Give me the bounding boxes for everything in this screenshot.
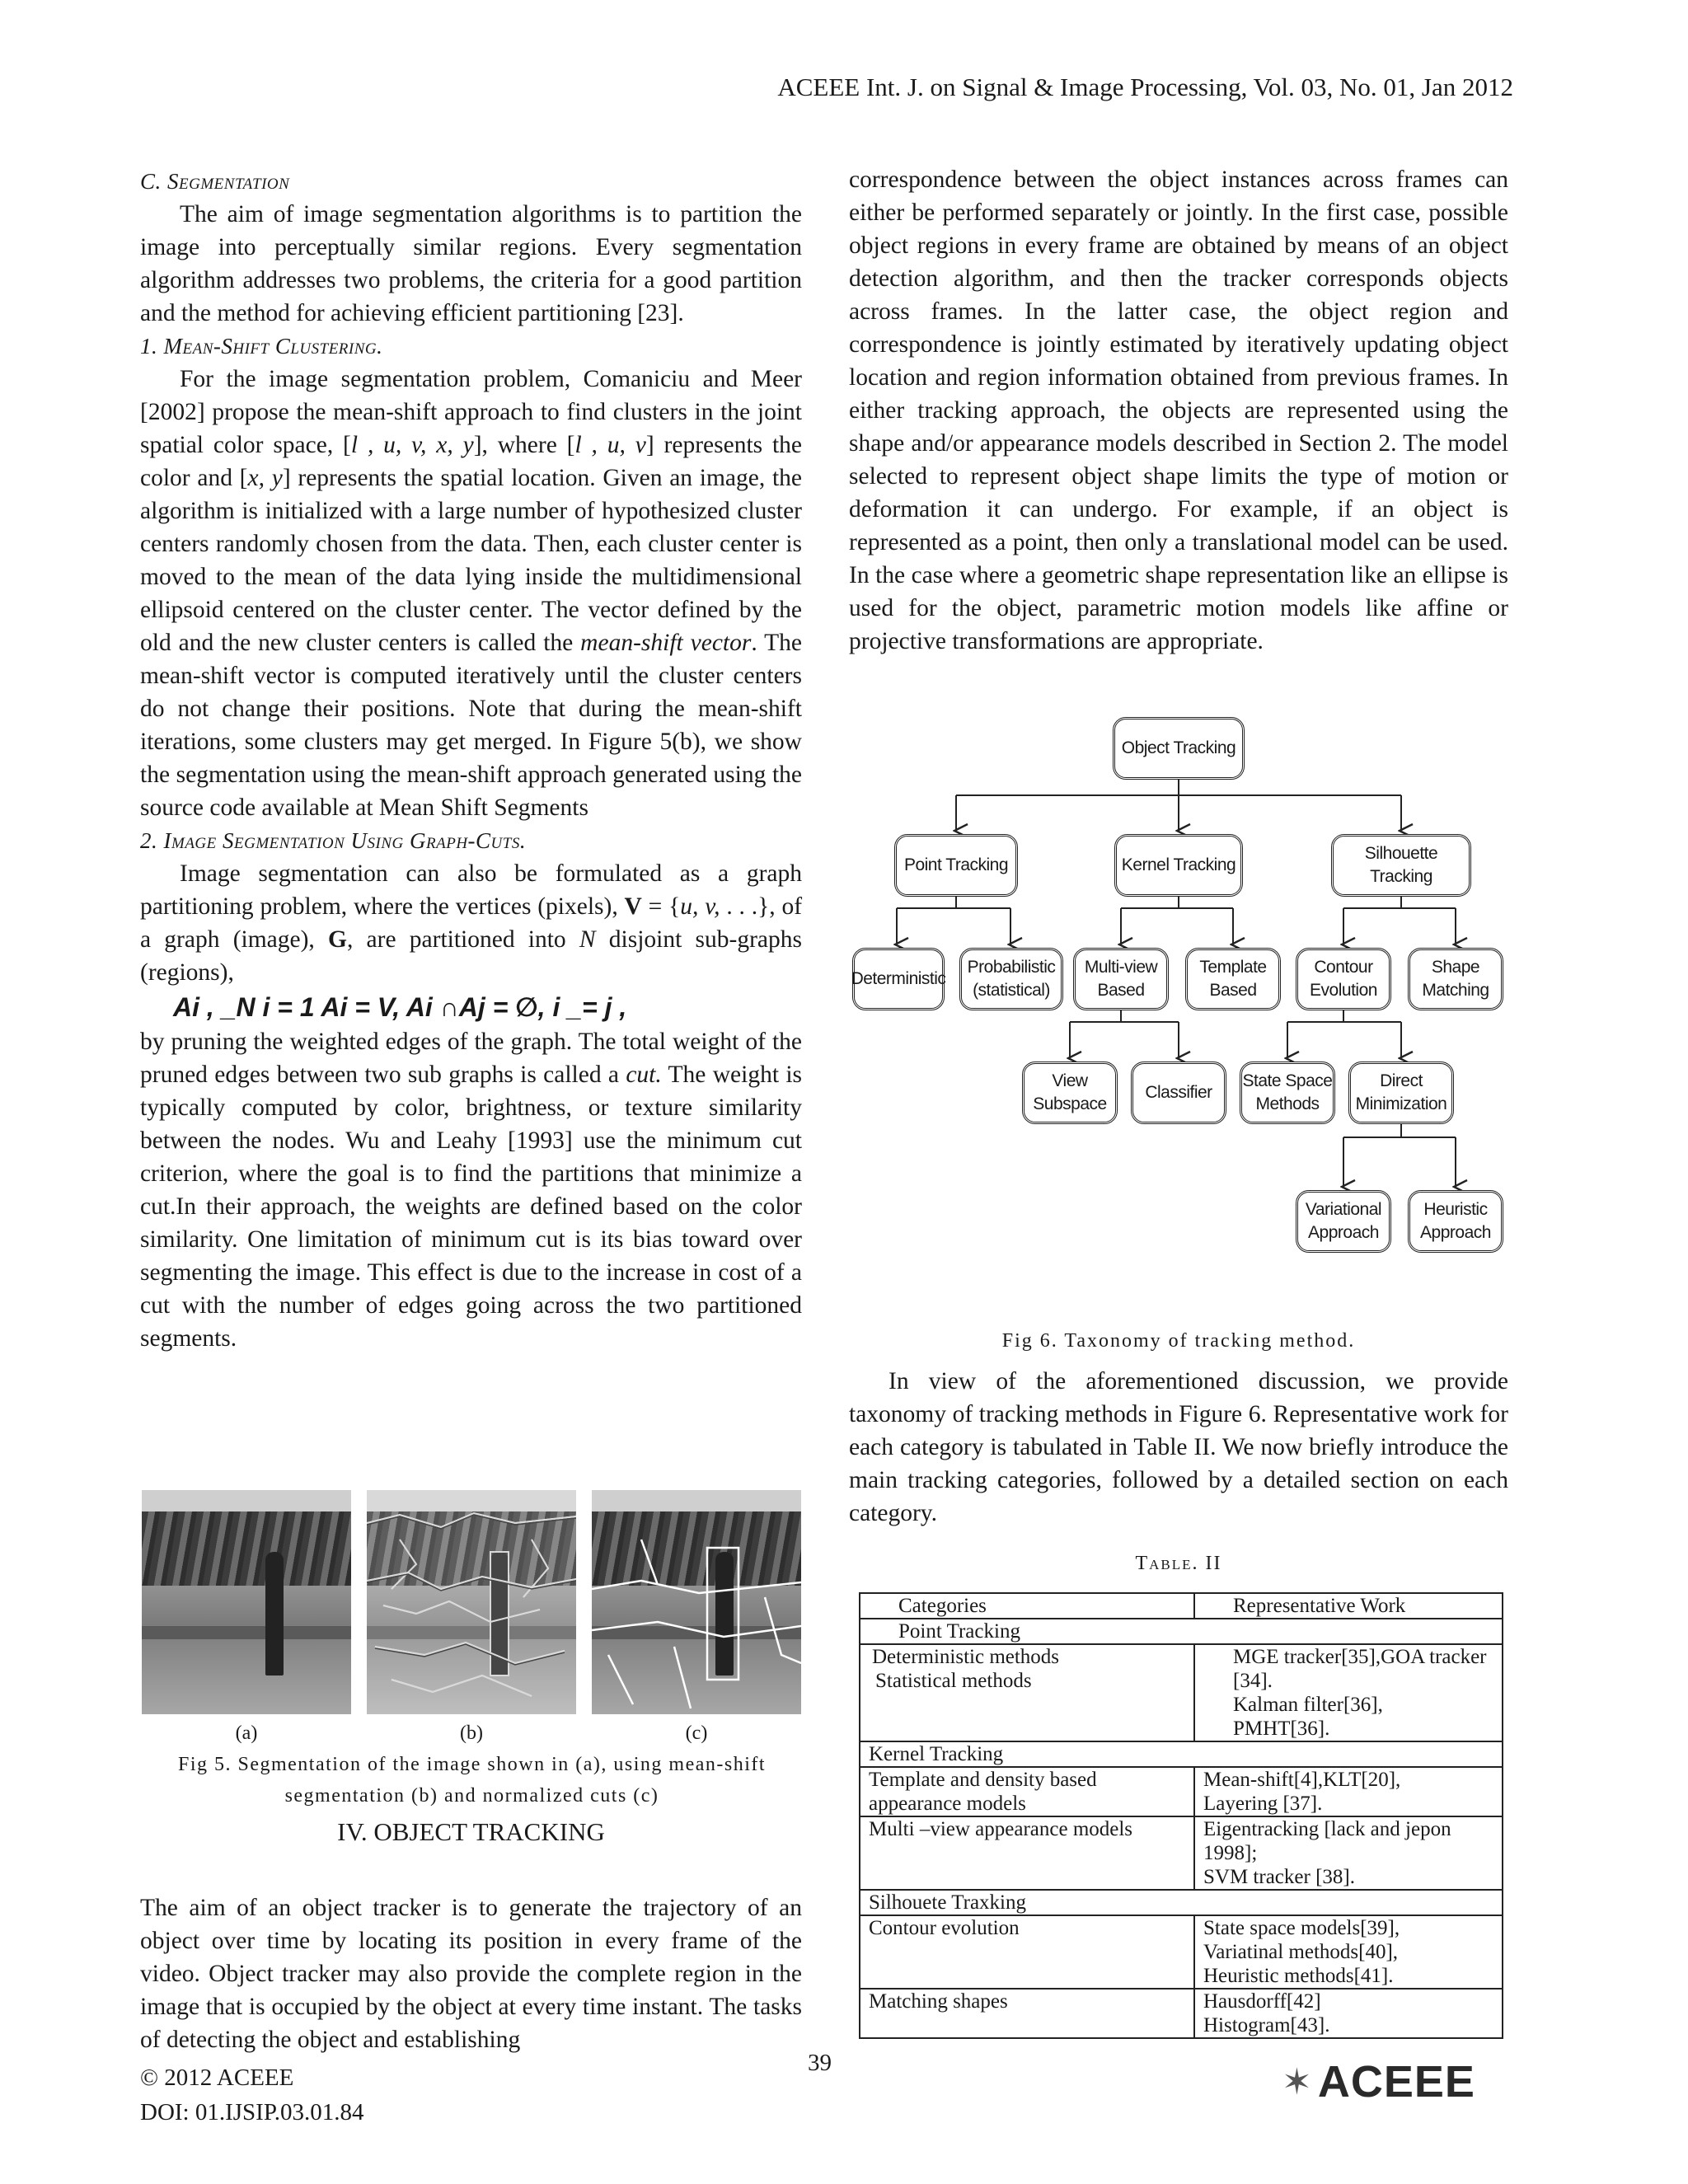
- table-cell-work: State space models[39], Variatinal methods[40], Heuristic methods[41].: [1194, 1915, 1503, 1989]
- table-row: [860, 1644, 1503, 1741]
- subsection-1-title: Mean-Shift Clustering.: [163, 334, 383, 359]
- segmentation-paragraph: The aim of image segmentation algorithms is to partition the image into perceptually similar regions. Every segmentation algorithm addresses two problems, the criteria for a good partition and the method for achieving efficient partitioning [23].: [140, 201, 802, 326]
- table-cell-work: Hausdorff[42] Histogram[43].: [1194, 1989, 1503, 2038]
- subsection-1-heading: [140, 330, 802, 363]
- node-probabilistic: Probabilistic (statistical): [959, 948, 1063, 1010]
- table-2-title: Table. II: [1135, 1553, 1222, 1574]
- node-variational-approach: Variational Approach: [1296, 1190, 1391, 1253]
- node-view-subspace: View Subspace: [1022, 1062, 1118, 1124]
- section-c-heading: [140, 165, 802, 198]
- mean-shift-paragraph: For the image segmentation problem, Comaniciu and Meer [2002] propose the mean-shift approach to find clusters in the joint spatial color space, [l , u, v, x, y], where [l , u, v] represents the color and [x, y] represents the spatial location. Given an image, the algorithm is initialized with a large number of hypothesized cluster centers randomly chosen from the data. Then, each cluster center is moved to the mean of the data lying inside the multidimensional ellipsoid centered on the cluster center. The vector defined by the old and the new cluster centers is called the mean-shift vector. The mean-shift vector is computed iteratively until the cluster centers do not change their positions. Note that during the mean-shift iterations, some clusters may get merged. In Figure 5(b), we show the segmentation using the mean-shift approach generated using the source code available at Mean Shift Segments: [140, 366, 803, 821]
- page-number: 39: [808, 2050, 832, 2076]
- node-contour-evolution: Contour Evolution: [1296, 948, 1391, 1010]
- node-deterministic: Deterministic: [852, 948, 945, 1010]
- table-cell-category: Multi –view appearance models: [860, 1816, 1194, 1890]
- node-kernel-tracking: Kernel Tracking: [1114, 834, 1243, 897]
- node-heuristic-approach: Heuristic Approach: [1408, 1190, 1503, 1253]
- figure-5: [142, 1490, 801, 1744]
- figure-5b-mean-shift-image: [367, 1490, 576, 1714]
- node-classifier: Classifier: [1131, 1062, 1226, 1124]
- table-group-kernel-tracking: Kernel Tracking: [860, 1741, 1503, 1767]
- table-row: [860, 1989, 1503, 2038]
- figure-5-caption: Fig 5. Segmentation of the image shown in (a), using mean-shift segmentation (b) and normalized cuts (c): [177, 1754, 767, 1807]
- subsection-2-number: 2.: [140, 828, 158, 853]
- node-silhouette-tracking: Silhouette Tracking: [1331, 834, 1471, 897]
- right-column: [849, 163, 1508, 658]
- table-cell-work: MGE tracker[35],GOA tracker [34]. Kalman filter[36], PMHT[36].: [1194, 1644, 1503, 1741]
- node-object-tracking: Object Tracking: [1113, 717, 1245, 780]
- graph-cuts-continued-paragraph: by pruning the weighted edges of the graph. The total weight of the pruned edges between two sub graphs is called a cut. The weight is typically computed by color, brightness, or texture similarity between the nodes. Wu and Leahy [1993] use the minimum cut criterion, where the goal is to find the partitions that minimize a cut.In their approach, the weights are defined based on the color similarity. One limitation of minimum cut is its bias toward over segmenting the image. This effect is due to the increase in cost of a cut with the number of edges going across the two partitioned segments.: [140, 1029, 803, 1352]
- table-cell-work: Mean-shift[4],KLT[20], Layering [37].: [1194, 1767, 1503, 1816]
- correspondence-paragraph: correspondence between the object instances across frames can either be performed separately or jointly. In the first case, possible object regions in every frame are obtained by means of an object detection algorithm, and then the tracker corresponds objects across frames. In the latter case, the object region and correspondence is jointly estimated by iteratively updating object location and region information obtained from previous frames. In either tracking approach, the objects are represented using the shape and/or appearance models described in Section 2. The model selected to represent object shape limits the type of motion or deformation it can undergo. For example, if an object is represented as a point, then only a translational model can be used. In the case where a geometric shape representation like an ellipse is used for the object, parametric motion models like affine or projective transformations are appropriate.: [849, 166, 1508, 654]
- table-cell-category: Template and density based appearance models: [860, 1767, 1194, 1816]
- object-tracking-paragraph: [140, 1891, 802, 2056]
- footer-left: [140, 2060, 364, 2130]
- section-c-number: C.: [140, 169, 162, 194]
- table-cell-category: Deterministic methods Statistical methods: [860, 1644, 1194, 1741]
- node-point-tracking: Point Tracking: [894, 834, 1018, 897]
- table-header-categories: Categories: [860, 1593, 1194, 1619]
- table-cell-work: Eigentracking [lack and jepon 1998]; SVM tracker [38].: [1194, 1816, 1503, 1890]
- figure-6-caption: Fig 6. Taxonomy of tracking method.: [1001, 1330, 1356, 1352]
- running-head: ACEEE Int. J. on Signal & Image Processing, Vol. 03, No. 01, Jan 2012: [777, 73, 1513, 101]
- figure-5c-label: (c): [685, 1722, 708, 1744]
- node-shape-matching: Shape Matching: [1408, 948, 1503, 1010]
- footer-doi: DOI: 01.IJSIP.03.01.84: [140, 2099, 364, 2125]
- figure-6-taxonomy-tree: [849, 709, 1508, 1319]
- table-group-silhouette-tracking: Silhouete Traxking: [860, 1890, 1503, 1915]
- footer-copyright: © 2012 ACEEE: [140, 2064, 294, 2091]
- graph-cuts-paragraph: Image segmentation can also be formulated as a graph partitioning problem, where the vertices (pixels), V = {u, v, . . .}, of a graph (image), G, are partitioned into N disjoint sub-graphs (regions),: [140, 860, 803, 986]
- table-row: [860, 1741, 1503, 1767]
- aceee-logo-text: ACEEE: [1317, 2057, 1475, 2107]
- figure-5b-label: (b): [460, 1722, 483, 1744]
- table-row: [860, 1619, 1503, 1644]
- figure-5c-normalized-cuts-image: [592, 1490, 801, 1714]
- star-icon: ✶: [1282, 2061, 1313, 2102]
- subsection-2-title: Image Segmentation Using Graph-Cuts.: [163, 828, 527, 853]
- table-row: [860, 1915, 1503, 1989]
- node-state-space-methods: State Space Methods: [1240, 1062, 1335, 1124]
- left-column: [140, 165, 802, 1355]
- node-direct-minimization: Direct Minimization: [1348, 1062, 1454, 1124]
- table-2: [859, 1592, 1503, 2039]
- table-cell-category: Matching shapes: [860, 1989, 1194, 2038]
- subsection-1-number: 1.: [140, 334, 158, 359]
- table-row: [860, 1816, 1503, 1890]
- table-group-point-tracking: Point Tracking: [860, 1619, 1503, 1644]
- object-tracking-text: The aim of an object tracker is to generate the trajectory of an object over time by locating its position in every frame of the video. Object tracker may also provide the complete region in the image that is occupied by the object at every time instant. The tasks of detecting the object and establishing: [140, 1895, 802, 2053]
- section-4-heading: IV. OBJECT TRACKING: [337, 1817, 605, 1846]
- node-template-based: Template Based: [1185, 948, 1281, 1010]
- subsection-2-heading: [140, 824, 802, 857]
- figure-5a-label: (a): [235, 1722, 258, 1744]
- table-header-representative-work: Representative Work: [1194, 1593, 1503, 1619]
- aceee-logo: [1282, 2056, 1475, 2107]
- table-cell-category: Contour evolution: [860, 1915, 1194, 1989]
- in-view-text: In view of the aforementioned discussion, we provide taxonomy of tracking methods in Figure 6. Representative work for each category is tabulated in Table II. We now briefly introduce the main tracking categories, followed by a detailed section on each category.: [849, 1368, 1508, 1526]
- table-row: [860, 1767, 1503, 1816]
- in-view-paragraph: [849, 1365, 1508, 1530]
- table-header-row: [860, 1593, 1503, 1619]
- figure-5a-original-image: [142, 1490, 351, 1714]
- partition-equation: Ai , _N i = 1 Ai = V, Ai ∩Aj = ∅, i _= j ,: [173, 992, 627, 1022]
- section-c-title: Segmentation: [167, 169, 290, 194]
- table-row: [860, 1890, 1503, 1915]
- node-multi-view-based: Multi-view Based: [1073, 948, 1169, 1010]
